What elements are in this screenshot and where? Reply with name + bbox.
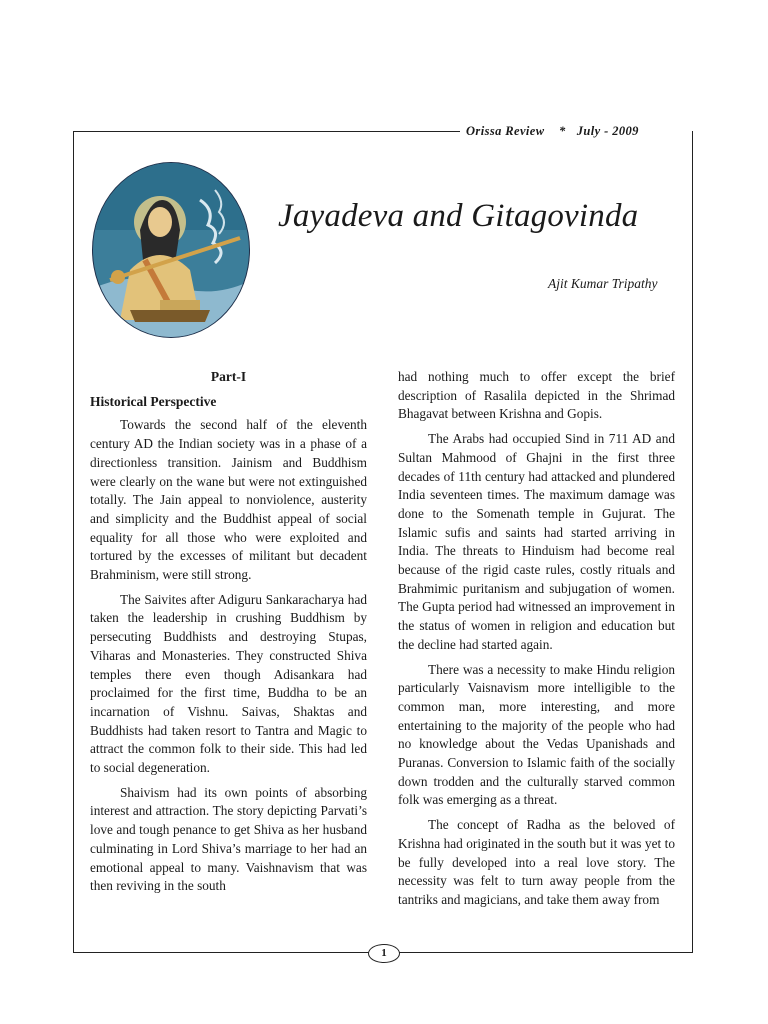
- paragraph: The concept of Radha as the beloved of Krishna had originated in the south but it was yet to be fully developed into a real love story. The necessity was felt to turn away people from the tantriks and magicians, and take them away from: [398, 817, 675, 907]
- paragraph-continuation: had nothing much to offer except the brief description of Rasalila depicted in the Shrimad Bhagavat between Krishna and Gopis.: [398, 369, 675, 422]
- left-column: [90, 368, 367, 902]
- paragraph: Towards the second half of the eleventh century AD the Indian society was in a phase of a directionless transition. Jainism and Buddhism were clearly on the wane but were not extinguished totally. The Jain appeal to nonviolence, austerity and simplicity and the Buddhist appeal of social equality for all those who were exploited and tortured by the excesses of militant but decadent Brahminism, were still strong.: [90, 417, 367, 583]
- jayadeva-portrait-icon: [90, 160, 252, 340]
- section-heading: Historical Perspective: [90, 393, 217, 409]
- paragraph: Shaivism had its own points of absorbing interest and attraction. The story depicting Parvati’s love and tough penance to get Shiva as her husband culminating in Lord Shiva’s marriage to her had an emotional appeal to many. Vaishnavism that was then reviving in the south: [90, 784, 367, 894]
- paragraph: There was a necessity to make Hindu religion particularly Vaisnavism more intelligible to the common man, more interesting, and more entertaining to the majority of the people who had no knowledge about the Vedas Upanishads and Puranas. Conversion to Islamic faith of the socially down trodden and the culturally starved common folk was emerging as a threat.: [398, 661, 675, 808]
- part-heading: Part-I: [210, 369, 247, 384]
- running-header: [460, 124, 692, 139]
- issue-date: July - 2009: [576, 124, 639, 138]
- header-separator: *: [559, 124, 566, 138]
- right-column: [398, 368, 675, 916]
- journal-name: Orissa Review: [466, 124, 545, 138]
- article-author: Ajit Kumar Tripathy: [548, 276, 658, 291]
- article-title: Jayadeva and Gitagovinda: [278, 198, 639, 234]
- page-number: 1: [368, 944, 400, 963]
- paragraph: The Arabs had occupied Sind in 711 AD and Sultan Mahmood of Ghajni in the first three decades of 11th century had attacked and plundered India seventeen times. The maximum damage was done to the Somenath temple in Gujurat. The Islamic sufis and saints had started arriving in India. The threats to Hinduism had become real because of the rigid caste rules, costly rituals and Brahmimic puritanism and subjugation of women. The Gupta period had witnessed an improvement in the status of women in religion and education but the decline had started again.: [398, 431, 675, 652]
- paragraph: The Saivites after Adiguru Sankaracharya had taken the leadership in crushing Buddhism by persecuting Buddhists and destroying Stupas, Viharas and Monasteries. They constructed Shiva temples there even though Adisankara had proclaimed for the first time, Buddha to be an incarnation of Vishnu. Saivas, Shaktas and Buddhists had taken resort to Tantra and Magic to attract the common folk to their side. This had led to social degeneration.: [90, 591, 367, 776]
